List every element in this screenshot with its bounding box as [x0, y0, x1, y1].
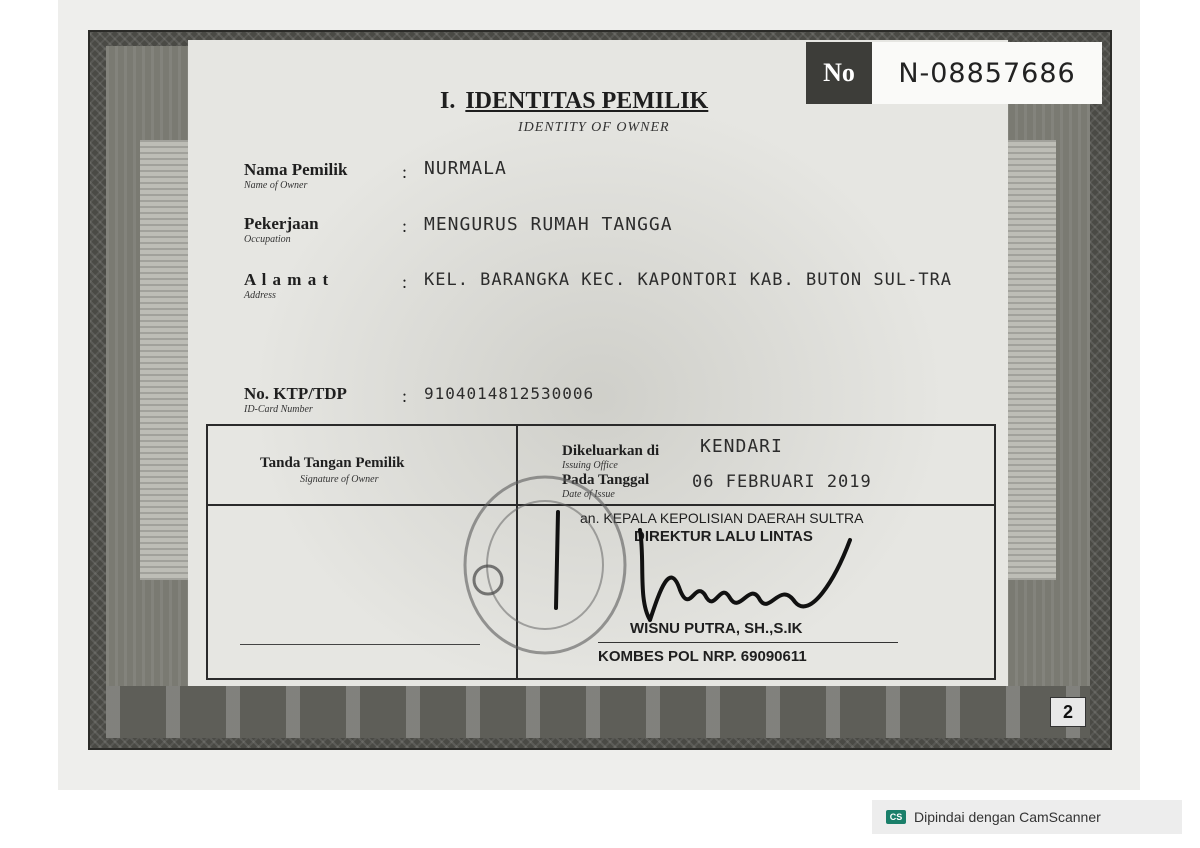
- occupation-value: MENGURUS RUMAH TANGGA: [424, 214, 673, 235]
- owner-name-colon: :: [402, 162, 408, 182]
- authority-line-2: DIREKTUR LALU LINTAS: [634, 528, 813, 545]
- owner-signature-line: [240, 644, 480, 645]
- issue-date-value: 06 FEBRUARI 2019: [692, 472, 872, 492]
- owner-name-label: Nama Pemilik: [244, 160, 348, 179]
- address-label: A l a m a t: [244, 270, 330, 289]
- section-number: I.: [440, 88, 456, 114]
- issue-date-label-en: Date of Issue: [562, 489, 615, 500]
- owner-name-value: NURMALA: [424, 158, 507, 179]
- id-card-colon: :: [402, 386, 408, 406]
- issuing-office-label-en: Issuing Office: [562, 460, 618, 471]
- id-card-value: 9104014812530006: [424, 384, 595, 403]
- authority-line-1: an. KEPALA KEPOLISIAN DAERAH SULTRA: [580, 510, 864, 526]
- camscanner-watermark: [872, 800, 1182, 834]
- occupation-label: Pekerjaan: [244, 214, 319, 233]
- number-label: No: [806, 42, 872, 104]
- page-number: 2: [1050, 697, 1086, 727]
- official-name-underline: [598, 642, 898, 643]
- id-card-label: No. KTP/TDP: [244, 384, 347, 403]
- section-subtitle: IDENTITY OF OWNER: [518, 120, 670, 135]
- owner-signature-mark: [548, 508, 568, 618]
- issuing-office-label: Dikeluarkan di: [562, 443, 660, 459]
- occupation-label-en: Occupation: [244, 234, 291, 245]
- camscanner-icon: CS: [886, 810, 906, 824]
- address-label-en: Address: [244, 290, 276, 301]
- issue-date-label: Pada Tanggal: [562, 472, 650, 488]
- id-card-label-en: ID-Card Number: [244, 404, 313, 415]
- official-signature: [600, 520, 870, 630]
- section-title-text: IDENTITAS PEMILIK: [465, 88, 709, 114]
- owner-signature-label-en: Signature of Owner: [300, 474, 379, 485]
- owner-signature-label: Tanda Tangan Pemilik: [260, 455, 405, 471]
- address-value: KEL. BARANGKA KEC. KAPONTORI KAB. BUTON SUL-TRA: [424, 270, 953, 290]
- bottom-ornament-band: [106, 686, 1090, 738]
- owner-name-label-en: Name of Owner: [244, 180, 308, 191]
- right-ornament: [1008, 140, 1056, 580]
- issuing-office-value: KENDARI: [700, 436, 783, 457]
- certificate-number: N-08857686: [872, 42, 1102, 104]
- official-rank: KOMBES POL NRP. 69090611: [598, 648, 807, 665]
- official-name: WISNU PUTRA, SH.,S.IK: [630, 620, 803, 637]
- address-colon: :: [402, 272, 408, 292]
- left-ornament: [140, 140, 188, 580]
- camscanner-text: Dipindai dengan CamScanner: [914, 809, 1101, 825]
- occupation-colon: :: [402, 216, 408, 236]
- section-title: [440, 88, 708, 115]
